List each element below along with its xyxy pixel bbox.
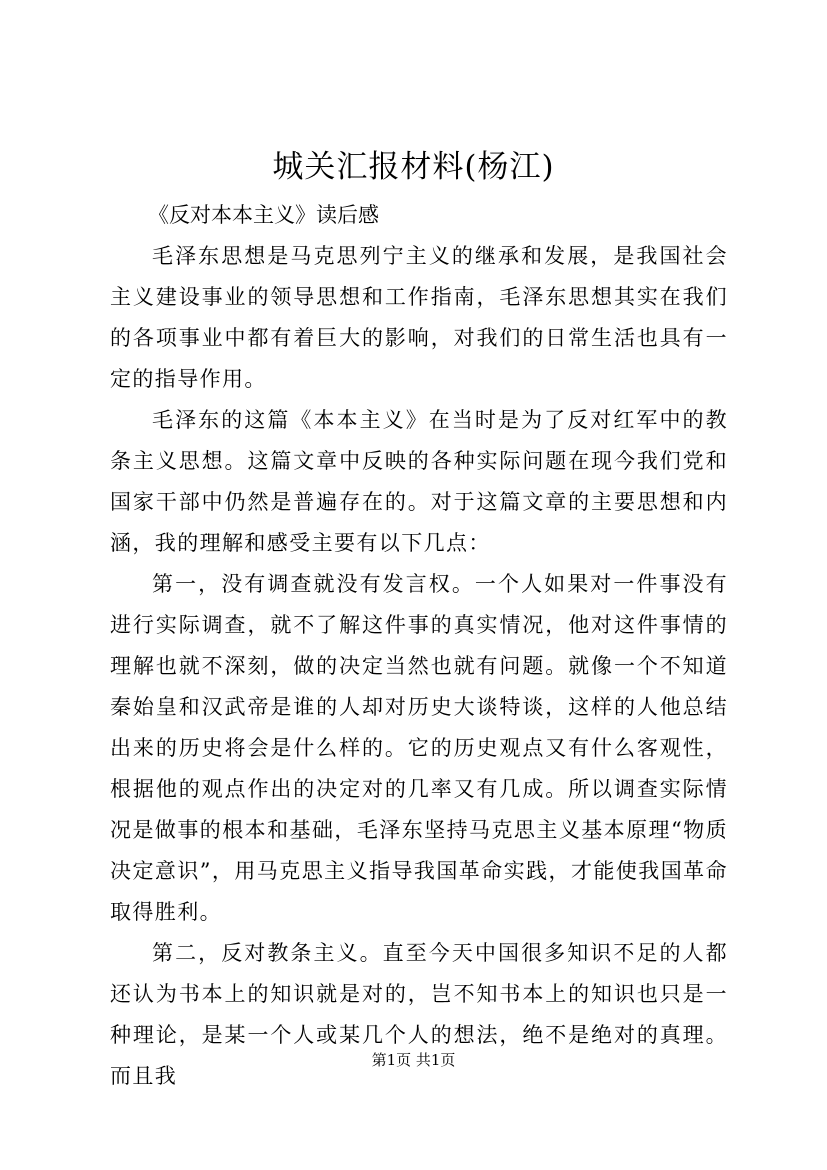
document-subtitle: 《反对本本主义》读后感 (148, 203, 379, 227)
paragraph: 第二，反对教条主义。直至今天中国很多知识不足的人都还认为书本上的知识就是对的，岂不知书本上的知识也只是一种理论，是某一个人或某几个人的想法，绝不是绝对的真理。而且我 (110, 941, 728, 1088)
page-footer: 第1页 共1页 (371, 1051, 456, 1069)
paragraph: 毛泽东思想是马克思列宁主义的继承和发展，是我国社会主义建设事业的领导思想和工作指南，毛泽东思想其实在我们的各项事业中都有着巨大的影响，对我们的日常生活也具有一定的指导作用。 (110, 244, 728, 391)
document-body (110, 236, 728, 1097)
paragraph: 毛泽东的这篇《本本主义》在当时是为了反对红军中的教条主义思想。这篇文章中反映的各种实际问题在现今我们党和国家干部中仍然是普遍存在的。对于这篇文章的主要思想和内涵，我的理解和感受主要有以下几点： (110, 408, 728, 555)
paragraph: 第一，没有调查就没有发言权。一个人如果对一件事没有进行实际调查，就不了解这件事的真实情况，他对这件事情的理解也就不深刻，做的决定当然也就有问题。就像一个不知道秦始皇和汉武帝是谁的人却对历史大谈特谈，这样的人他总结出来的历史将会是什么样的。它的历史观点又有什么客观性，根据他的观点作出的决定对的几率又有几成。所以调查实际情况是做事的根本和基础，毛泽东坚持马克思主义基本原理“物质决定意识”，用马克思主义指导我国革命实践，才能使我国革命取得胜利。 (110, 572, 728, 924)
document-title: 城关汇报材料(杨江) (272, 149, 555, 185)
